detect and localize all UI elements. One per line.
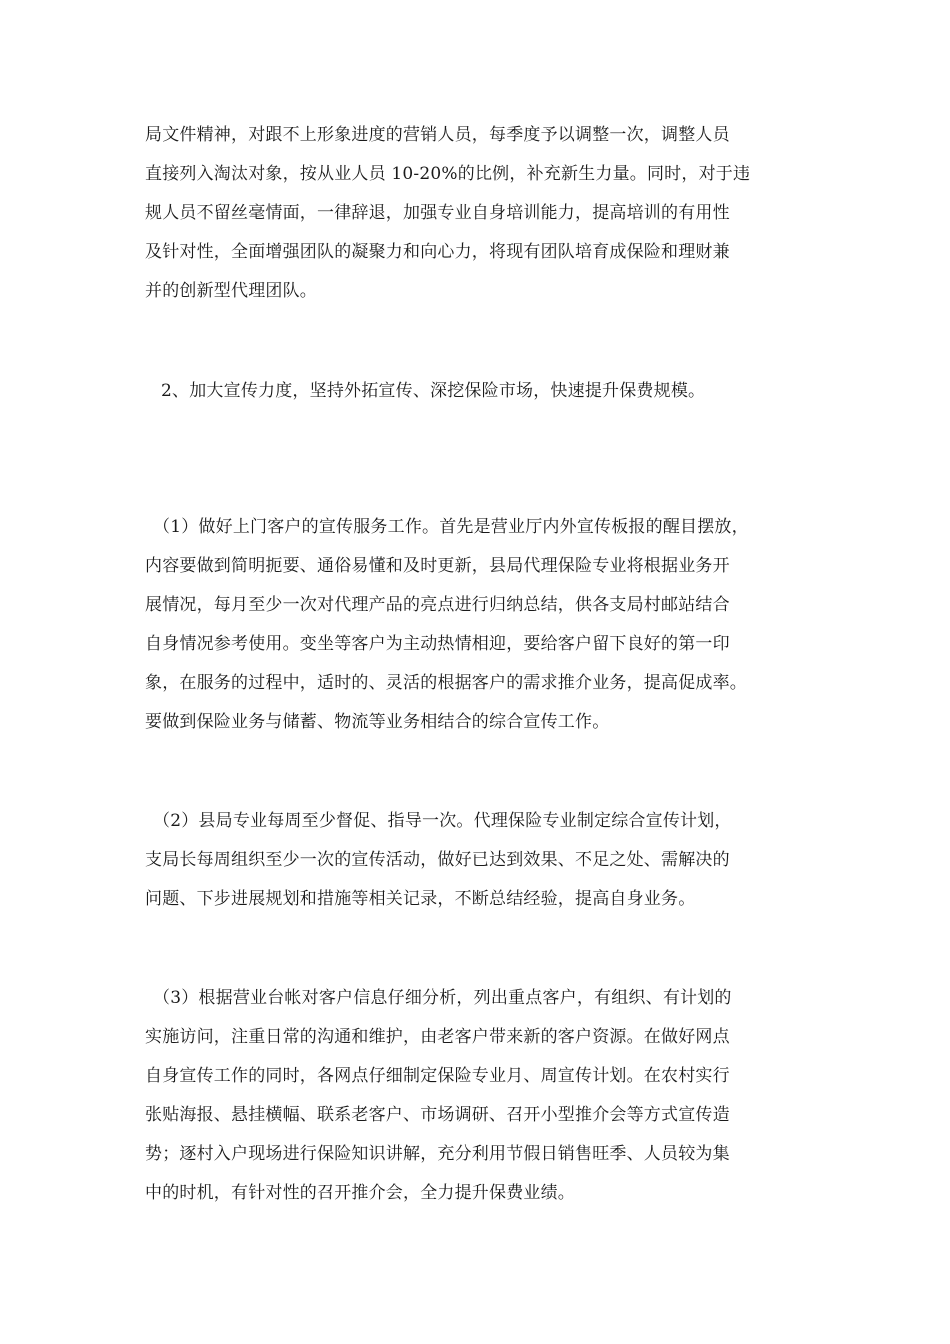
section-heading-2: 2、加大宣传力度，坚持外拓宣传、深挖保险市场，快速提升保费规模。 (161, 381, 706, 401)
paragraph-3-line-1: （1）做好上门客户的宣传服务工作。首先是营业厅内外宣传板报的醒目摆放， (153, 517, 749, 537)
paragraph-3-line-5: 象，在服务的过程中，适时的、灵活的根据客户的需求推介业务，提高促成率。 (145, 673, 747, 693)
paragraph-1-line-1: 局文件精神，对跟不上形象进度的营销人员，每季度予以调整一次，调整人员 (145, 125, 730, 145)
paragraph-5-line-6: 中的时机，有针对性的召开推介会，全力提升保费业绩。 (145, 1183, 575, 1203)
paragraph-5-line-1: （3）根据营业台帐对客户信息仔细分析，列出重点客户，有组织、有计划的 (153, 988, 732, 1008)
paragraph-1-line-2: 直接列入淘汰对象，按从业人员 10-20%的比例，补充新生力量。同时，对于违 (145, 164, 751, 184)
paragraph-1-line-4: 及针对性，全面增强团队的凝聚力和向心力，将现有团队培育成保险和理财兼 (145, 242, 730, 262)
paragraph-4-line-1: （2）县局专业每周至少督促、指导一次。代理保险专业制定综合宣传计划， (153, 811, 732, 831)
paragraph-3-line-4: 自身情况参考使用。变坐等客户为主动热情相迎，要给客户留下良好的第一印 (145, 634, 730, 654)
paragraph-3-line-6: 要做到保险业务与储蓄、物流等业务相结合的综合宣传工作。 (145, 712, 610, 732)
paragraph-1-line-3: 规人员不留丝毫情面，一律辞退，加强专业自身培训能力，提高培训的有用性 (145, 203, 730, 223)
paragraph-3-line-2: 内容要做到简明扼要、通俗易懂和及时更新，县局代理保险专业将根据业务开 (145, 556, 730, 576)
paragraph-4-line-2: 支局长每周组织至少一次的宣传活动，做好已达到效果、不足之处、需解决的 (145, 850, 730, 870)
paragraph-4-line-3: 问题、下步进展规划和措施等相关记录，不断总结经验，提高自身业务。 (145, 889, 696, 909)
paragraph-5-line-5: 势；逐村入户现场进行保险知识讲解，充分利用节假日销售旺季、人员较为集 (145, 1144, 730, 1164)
paragraph-5-line-2: 实施访问，注重日常的沟通和维护，由老客户带来新的客户资源。在做好网点 (145, 1027, 730, 1047)
paragraph-1-line-5: 并的创新型代理团队。 (145, 281, 317, 301)
paragraph-5-line-3: 自身宣传工作的同时，各网点仔细制定保险专业月、周宣传计划。在农村实行 (145, 1066, 730, 1086)
paragraph-3-line-3: 展情况，每月至少一次对代理产品的亮点进行归纳总结，供各支局村邮站结合 (145, 595, 730, 615)
paragraph-5-line-4: 张贴海报、悬挂横幅、联系老客户、市场调研、召开小型推介会等方式宣传造 (145, 1105, 730, 1125)
